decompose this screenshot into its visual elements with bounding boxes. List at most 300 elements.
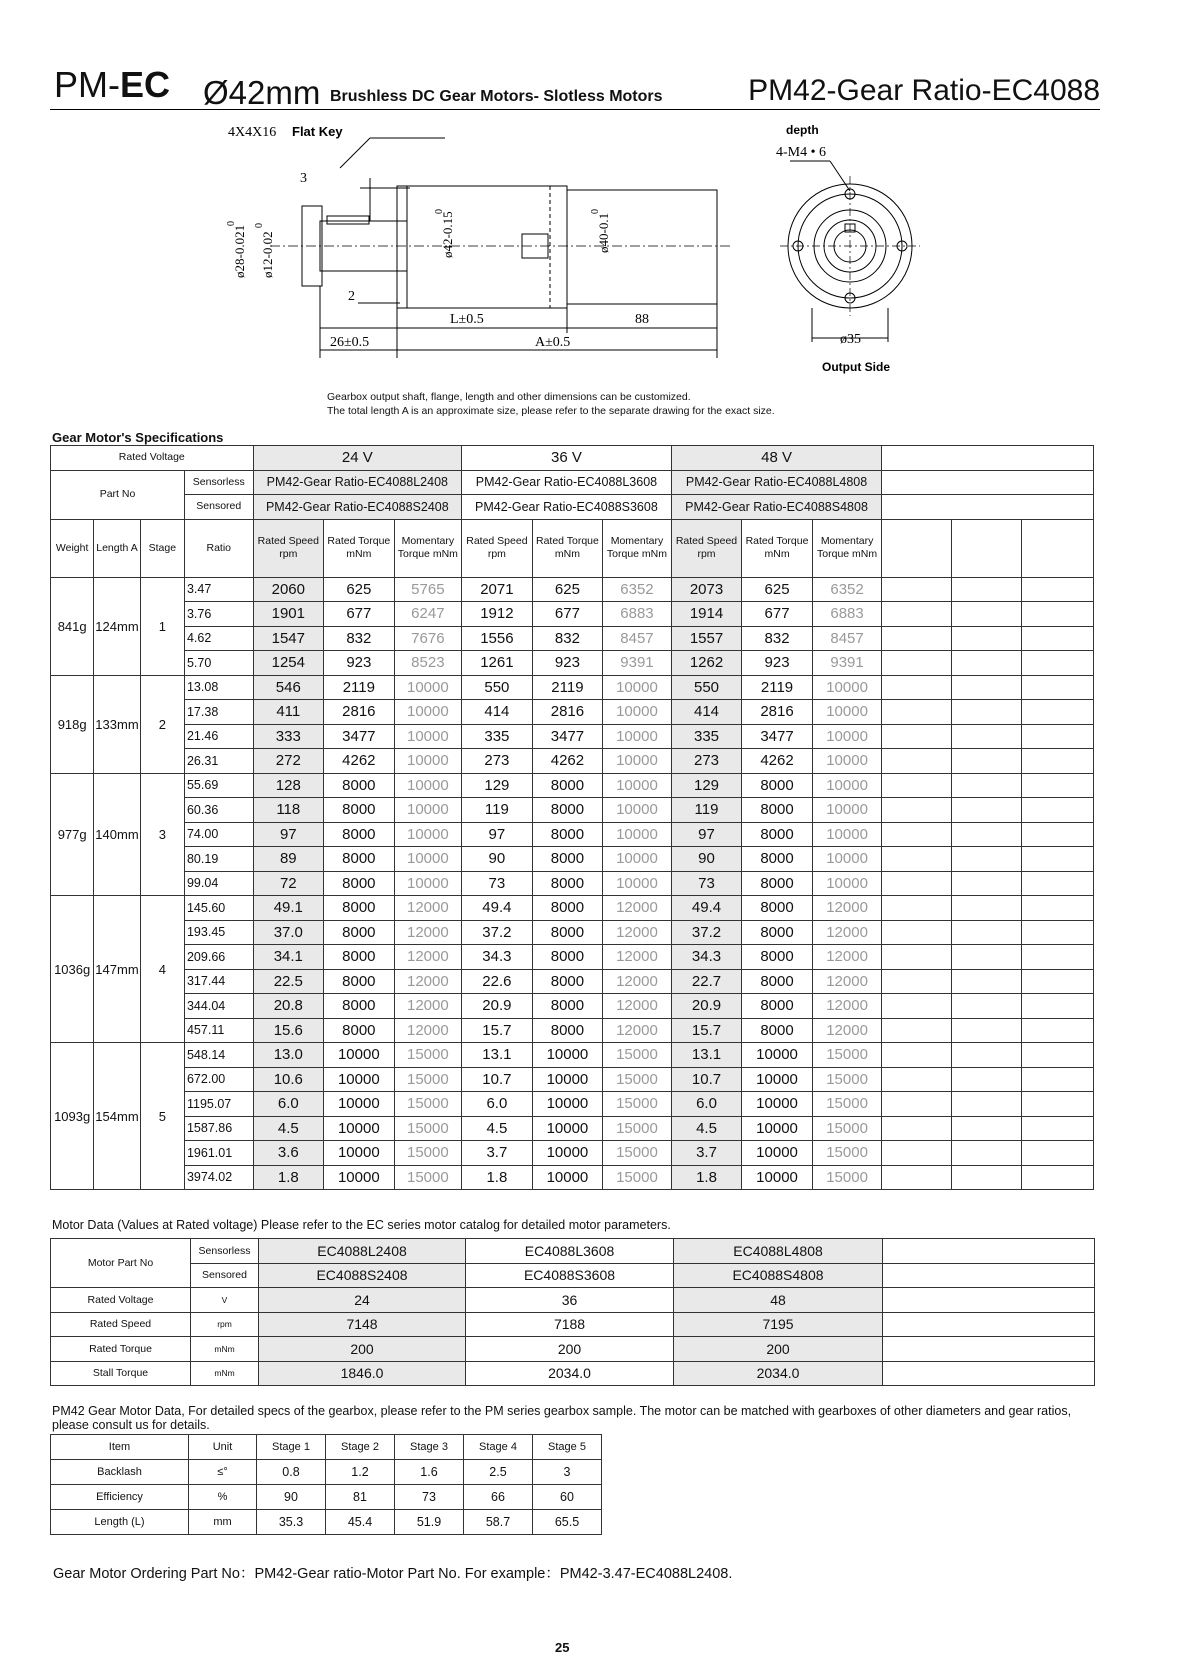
gearbox-row — [51, 1460, 602, 1485]
speed-cell: 1914 — [671, 602, 742, 627]
output-side-label: Output Side — [822, 360, 890, 374]
torque-cell: 832 — [324, 626, 395, 651]
speed-cell: 97 — [253, 822, 324, 847]
torque-cell: 8000 — [742, 994, 813, 1019]
speed-cell: 333 — [253, 724, 324, 749]
torque-cell: 10000 — [532, 1092, 603, 1117]
motor-sensorless-36: EC4088L3608 — [466, 1239, 674, 1264]
momentary-cell: 15000 — [812, 1165, 882, 1190]
gearbox-unit: mm — [189, 1510, 257, 1535]
torque-cell: 10000 — [742, 1043, 813, 1068]
momentary-cell: 15000 — [394, 1067, 462, 1092]
momentary-cell: 10000 — [603, 822, 672, 847]
ratio-cell: 672.00 — [184, 1067, 253, 1092]
dia-12: ø12-0.02 — [260, 231, 275, 278]
part-sensored-48: PM42-Gear Ratio-EC4088S4808 — [671, 495, 882, 520]
motor-row — [51, 1312, 1095, 1337]
torque-cell: 677 — [532, 602, 603, 627]
speed-cell: 97 — [671, 822, 742, 847]
thread-dim: 4-M4 • 6 — [776, 145, 827, 160]
empty-cell — [951, 1067, 1022, 1092]
speed-cell: 22.7 — [671, 969, 742, 994]
length-cell: 133mm — [94, 675, 140, 773]
gearbox-item: Backlash — [51, 1460, 189, 1485]
torque-cell: 8000 — [532, 994, 603, 1019]
empty-cell — [951, 724, 1022, 749]
part-sensorless-24: PM42-Gear Ratio-EC4088L2408 — [253, 470, 462, 495]
empty-cell — [951, 945, 1022, 970]
empty-cell — [951, 1043, 1022, 1068]
speed-cell: 1254 — [253, 651, 324, 676]
momentary-cell: 10000 — [812, 822, 882, 847]
speed-cell: 1901 — [253, 602, 324, 627]
sensored-label: Sensored — [184, 495, 253, 520]
torque-cell: 8000 — [532, 871, 603, 896]
ratio-cell: 548.14 — [184, 1043, 253, 1068]
empty-cell — [882, 871, 952, 896]
spec-row — [51, 822, 1094, 847]
spec-row — [51, 1043, 1094, 1068]
momentary-cell: 15000 — [603, 1092, 672, 1117]
speed-cell: 128 — [253, 773, 324, 798]
empty-cell — [882, 1165, 952, 1190]
momentary-cell: 10000 — [603, 724, 672, 749]
sensored-label: Sensored — [191, 1263, 259, 1288]
empty-cell — [882, 1018, 952, 1043]
momentary-cell: 12000 — [394, 994, 462, 1019]
empty-cell — [951, 1092, 1022, 1117]
speed-cell: 20.8 — [253, 994, 324, 1019]
speed-cell: 6.0 — [253, 1092, 324, 1117]
empty-cell — [883, 1361, 1095, 1386]
weight-cell: 841g — [51, 577, 94, 675]
motor-data-table — [50, 1238, 1095, 1386]
torque-cell: 8000 — [324, 871, 395, 896]
weight-cell: 1093g — [51, 1043, 94, 1190]
momentary-cell: 5765 — [394, 577, 462, 602]
empty-cell — [883, 1312, 1095, 1337]
gearbox-item: Efficiency — [51, 1485, 189, 1510]
momentary-cell: 10000 — [603, 773, 672, 798]
gearbox-header: Stage 4 — [464, 1435, 533, 1460]
ratio-cell: 317.44 — [184, 969, 253, 994]
motor-body — [567, 190, 717, 304]
empty-cell — [882, 577, 952, 602]
empty-cell — [882, 896, 952, 921]
momentary-cell: 12000 — [603, 920, 672, 945]
empty-cell — [1022, 1165, 1094, 1190]
momentary-cell: 10000 — [394, 847, 462, 872]
speed-cell: 10.7 — [462, 1067, 533, 1092]
momentary-cell: 10000 — [812, 773, 882, 798]
part-sensorless-36: PM42-Gear Ratio-EC4088L3608 — [462, 470, 672, 495]
spec-row — [51, 602, 1094, 627]
momentary-cell: 12000 — [394, 1018, 462, 1043]
speed-cell: 37.0 — [253, 920, 324, 945]
gearbox-row — [51, 1510, 602, 1535]
dia-28: ø28-0.021 — [232, 224, 247, 278]
flat-key-dim: 4X4X16 — [228, 125, 277, 140]
empty-cell — [882, 822, 952, 847]
ratio-cell: 60.36 — [184, 798, 253, 823]
gearbox-value: 60 — [533, 1485, 602, 1510]
empty-cell — [1022, 700, 1094, 725]
speed-cell: 13.0 — [253, 1043, 324, 1068]
col-stage: Stage — [140, 519, 184, 577]
gearbox-header-row — [51, 1435, 602, 1460]
speed-cell: 546 — [253, 675, 324, 700]
torque-cell: 2119 — [324, 675, 395, 700]
speed-cell: 49.4 — [462, 896, 533, 921]
empty-cell — [1022, 577, 1094, 602]
motor-part-no-label: Motor Part No — [51, 1239, 191, 1288]
speed-cell: 118 — [253, 798, 324, 823]
speed-cell: 73 — [671, 871, 742, 896]
motor-value: 200 — [674, 1337, 883, 1362]
torque-cell: 2816 — [324, 700, 395, 725]
momentary-cell: 15000 — [603, 1043, 672, 1068]
torque-cell: 8000 — [532, 920, 603, 945]
motor-sensored-24: EC4088S2408 — [259, 1263, 466, 1288]
gearbox-unit: ≤° — [189, 1460, 257, 1485]
empty-cell — [1022, 798, 1094, 823]
motor-sensorless-48: EC4088L4808 — [674, 1239, 883, 1264]
empty-cell — [882, 724, 952, 749]
dia-12-top: 0 — [254, 223, 265, 228]
empty-cell — [951, 1018, 1022, 1043]
empty-cell — [1022, 920, 1094, 945]
brand-title: PM-EC — [54, 64, 171, 105]
speed-cell: 22.5 — [253, 969, 324, 994]
momentary-cell: 12000 — [812, 945, 882, 970]
momentary-cell: 10000 — [812, 724, 882, 749]
momentary-cell: 10000 — [394, 724, 462, 749]
ratio-cell: 99.04 — [184, 871, 253, 896]
torque-cell: 8000 — [742, 945, 813, 970]
motor-sensorless-24: EC4088L2408 — [259, 1239, 466, 1264]
stage-cell: 1 — [140, 577, 184, 675]
momentary-cell: 12000 — [603, 969, 672, 994]
empty-cell — [1022, 602, 1094, 627]
torque-cell: 2119 — [742, 675, 813, 700]
speed-cell: 1.8 — [671, 1165, 742, 1190]
motor-row-unit: mNm — [191, 1337, 259, 1362]
dim-88: 88 — [635, 312, 649, 327]
col-length: Length A — [94, 519, 140, 577]
torque-cell: 10000 — [532, 1043, 603, 1068]
dim-3: 3 — [300, 171, 307, 186]
voltage-24: 24 V — [253, 446, 462, 471]
empty-cell — [951, 920, 1022, 945]
momentary-cell: 12000 — [394, 969, 462, 994]
empty-cell — [1022, 626, 1094, 651]
empty-cell — [882, 675, 952, 700]
speed-cell: 119 — [671, 798, 742, 823]
torque-cell: 8000 — [532, 969, 603, 994]
speed-cell: 2073 — [671, 577, 742, 602]
speed-cell: 273 — [462, 749, 533, 774]
gearbox-header: Stage 3 — [395, 1435, 464, 1460]
momentary-cell: 12000 — [603, 896, 672, 921]
torque-cell: 923 — [532, 651, 603, 676]
torque-cell: 10000 — [742, 1067, 813, 1092]
momentary-cell: 12000 — [812, 1018, 882, 1043]
empty-cell — [882, 651, 952, 676]
empty-cell — [882, 446, 1094, 471]
speed-cell: 89 — [253, 847, 324, 872]
empty-cell — [951, 871, 1022, 896]
torque-cell: 8000 — [742, 969, 813, 994]
dia-35: ø35 — [840, 332, 861, 347]
part-sensorless-48: PM42-Gear Ratio-EC4088L4808 — [671, 470, 882, 495]
momentary-cell: 15000 — [812, 1067, 882, 1092]
empty-cell — [951, 773, 1022, 798]
torque-cell: 10000 — [532, 1116, 603, 1141]
speed-cell: 3.6 — [253, 1141, 324, 1166]
gearbox-value: 58.7 — [464, 1510, 533, 1535]
torque-cell: 625 — [532, 577, 603, 602]
empty-cell — [882, 626, 952, 651]
note-line: Gearbox output shaft, flange, length and other dimensions can be customized. — [327, 391, 691, 403]
momentary-cell: 10000 — [812, 871, 882, 896]
empty-cell — [1022, 1018, 1094, 1043]
momentary-cell: 15000 — [812, 1141, 882, 1166]
dia-40-top: 0 — [590, 209, 601, 214]
motor-value: 2034.0 — [466, 1361, 674, 1386]
spec-row — [51, 847, 1094, 872]
empty-cell — [951, 602, 1022, 627]
torque-cell: 8000 — [742, 871, 813, 896]
speed-cell: 273 — [671, 749, 742, 774]
torque-cell: 8000 — [324, 1018, 395, 1043]
empty-cell — [1022, 945, 1094, 970]
torque-cell: 8000 — [324, 896, 395, 921]
motor-drawing — [210, 118, 930, 383]
empty-cell — [882, 749, 952, 774]
torque-cell: 832 — [532, 626, 603, 651]
empty-cell — [882, 994, 952, 1019]
depth-label: depth — [786, 123, 819, 137]
motor-row-label: Rated Speed — [51, 1312, 191, 1337]
column-header-row — [51, 519, 1094, 577]
momentary-cell: 10000 — [394, 773, 462, 798]
torque-cell: 10000 — [742, 1141, 813, 1166]
momentary-cell: 15000 — [603, 1116, 672, 1141]
momentary-cell: 12000 — [603, 945, 672, 970]
momentary-cell: 7676 — [394, 626, 462, 651]
spec-row — [51, 773, 1094, 798]
speed-cell: 1.8 — [253, 1165, 324, 1190]
speed-cell: 6.0 — [671, 1092, 742, 1117]
torque-cell: 8000 — [324, 847, 395, 872]
momentary-cell: 10000 — [812, 847, 882, 872]
empty-cell — [882, 1141, 952, 1166]
spec-row — [51, 724, 1094, 749]
torque-cell: 8000 — [742, 773, 813, 798]
empty-cell — [1022, 675, 1094, 700]
gearbox-table — [50, 1434, 602, 1535]
torque-cell: 4262 — [742, 749, 813, 774]
momentary-cell: 10000 — [394, 798, 462, 823]
ratio-cell: 3.47 — [184, 577, 253, 602]
gearbox-value: 35.3 — [257, 1510, 326, 1535]
speed-cell: 335 — [671, 724, 742, 749]
motor-value: 2034.0 — [674, 1361, 883, 1386]
empty-cell — [951, 798, 1022, 823]
speed-cell: 129 — [462, 773, 533, 798]
torque-cell: 8000 — [532, 773, 603, 798]
speed-cell: 1556 — [462, 626, 533, 651]
torque-cell: 8000 — [324, 994, 395, 1019]
speed-cell: 37.2 — [462, 920, 533, 945]
empty-cell — [882, 847, 952, 872]
col-momentary: Momentary Torque mNm — [812, 519, 882, 577]
col-momentary: Momentary Torque mNm — [603, 519, 672, 577]
empty-cell — [951, 651, 1022, 676]
momentary-cell: 15000 — [394, 1165, 462, 1190]
empty-cell — [1022, 847, 1094, 872]
ratio-cell: 193.45 — [184, 920, 253, 945]
dim-A: A±0.5 — [535, 335, 571, 350]
ratio-cell: 457.11 — [184, 1018, 253, 1043]
empty-cell — [1022, 1116, 1094, 1141]
empty-cell — [951, 675, 1022, 700]
empty-cell — [1022, 651, 1094, 676]
subtitle: Brushless DC Gear Motors- Slotless Motors — [330, 88, 663, 105]
speed-cell: 550 — [462, 675, 533, 700]
torque-cell: 8000 — [324, 969, 395, 994]
torque-cell: 832 — [742, 626, 813, 651]
empty-cell — [951, 749, 1022, 774]
speed-cell: 4.5 — [671, 1116, 742, 1141]
torque-cell: 10000 — [324, 1067, 395, 1092]
empty-cell — [883, 1337, 1095, 1362]
momentary-cell: 15000 — [394, 1141, 462, 1166]
motor-value: 48 — [674, 1288, 883, 1313]
motor-row-label: Rated Voltage — [51, 1288, 191, 1313]
empty-cell — [1022, 994, 1094, 1019]
momentary-cell: 10000 — [603, 700, 672, 725]
motor-value: 200 — [259, 1337, 466, 1362]
empty-cell — [1022, 871, 1094, 896]
spec-row — [51, 577, 1094, 602]
ratio-cell: 13.08 — [184, 675, 253, 700]
torque-cell: 8000 — [532, 896, 603, 921]
torque-cell: 2119 — [532, 675, 603, 700]
speed-cell: 1547 — [253, 626, 324, 651]
empty-cell — [1022, 1043, 1094, 1068]
ordering-note: Gear Motor Ordering Part No：PM42-Gear ratio-Motor Part No. For example：PM42-3.47-EC4088L2408. — [53, 1566, 733, 1582]
empty-cell — [1022, 749, 1094, 774]
empty-cell — [1022, 822, 1094, 847]
speed-cell: 550 — [671, 675, 742, 700]
momentary-cell: 10000 — [812, 749, 882, 774]
gearbox-value: 66 — [464, 1485, 533, 1510]
empty-cell — [882, 700, 952, 725]
motor-row-unit: rpm — [191, 1312, 259, 1337]
speed-cell: 4.5 — [462, 1116, 533, 1141]
torque-cell: 923 — [324, 651, 395, 676]
weight-cell: 977g — [51, 773, 94, 896]
momentary-cell: 10000 — [812, 675, 882, 700]
speed-cell: 2071 — [462, 577, 533, 602]
spec-row — [51, 994, 1094, 1019]
momentary-cell: 15000 — [603, 1165, 672, 1190]
momentary-cell: 9391 — [603, 651, 672, 676]
spec-row — [51, 626, 1094, 651]
diameter-title: Ø42mm — [203, 74, 321, 111]
speed-cell: 34.3 — [671, 945, 742, 970]
empty-cell — [882, 1092, 952, 1117]
empty-cell — [951, 626, 1022, 651]
speed-cell: 1.8 — [462, 1165, 533, 1190]
motor-row — [51, 1361, 1095, 1386]
motor-value: 1846.0 — [259, 1361, 466, 1386]
empty-cell — [882, 969, 952, 994]
speed-cell: 22.6 — [462, 969, 533, 994]
ratio-cell: 1961.01 — [184, 1141, 253, 1166]
spec-row — [51, 945, 1094, 970]
momentary-cell: 10000 — [812, 700, 882, 725]
rated-voltage-label: Rated Voltage — [51, 446, 254, 471]
sensored-row — [51, 495, 1094, 520]
ratio-cell: 3.76 — [184, 602, 253, 627]
torque-cell: 8000 — [324, 920, 395, 945]
momentary-cell: 12000 — [603, 994, 672, 1019]
speed-cell: 13.1 — [671, 1043, 742, 1068]
weight-cell: 918g — [51, 675, 94, 773]
ratio-cell: 55.69 — [184, 773, 253, 798]
col-speed: Rated Speed rpm — [253, 519, 324, 577]
momentary-cell: 10000 — [603, 798, 672, 823]
gearbox-value: 45.4 — [326, 1510, 395, 1535]
torque-cell: 8000 — [532, 1018, 603, 1043]
dia-28-top: 0 — [226, 221, 237, 226]
momentary-cell: 12000 — [394, 920, 462, 945]
gearbox-row — [51, 1485, 602, 1510]
speed-cell: 15.7 — [671, 1018, 742, 1043]
model-title: PM42-Gear Ratio-EC4088 — [748, 74, 1100, 107]
gearbox-item: Length (L) — [51, 1510, 189, 1535]
speed-cell: 10.7 — [671, 1067, 742, 1092]
torque-cell: 8000 — [742, 920, 813, 945]
dim-L: L±0.5 — [450, 312, 484, 327]
speed-cell: 411 — [253, 700, 324, 725]
length-cell: 154mm — [94, 1043, 140, 1190]
momentary-cell: 15000 — [812, 1116, 882, 1141]
momentary-cell: 10000 — [603, 749, 672, 774]
spec-row — [51, 749, 1094, 774]
dim-26: 26±0.5 — [330, 335, 370, 350]
stage-cell: 5 — [140, 1043, 184, 1190]
speed-cell: 414 — [462, 700, 533, 725]
torque-cell: 8000 — [532, 798, 603, 823]
speed-cell: 15.6 — [253, 1018, 324, 1043]
torque-cell: 8000 — [742, 798, 813, 823]
ratio-cell: 1195.07 — [184, 1092, 253, 1117]
col-torque: Rated Torque mNm — [324, 519, 395, 577]
spec-row — [51, 1092, 1094, 1117]
gearbox-value: 1.6 — [395, 1460, 464, 1485]
momentary-cell: 10000 — [394, 822, 462, 847]
momentary-cell: 10000 — [812, 798, 882, 823]
note-line: The total length A is an approximate size, please refer to the separate drawing for the exact size. — [327, 405, 775, 417]
ratio-cell: 17.38 — [184, 700, 253, 725]
stage-cell: 4 — [140, 896, 184, 1043]
spec-row — [51, 1067, 1094, 1092]
momentary-cell: 15000 — [603, 1141, 672, 1166]
empty-cell — [1022, 896, 1094, 921]
